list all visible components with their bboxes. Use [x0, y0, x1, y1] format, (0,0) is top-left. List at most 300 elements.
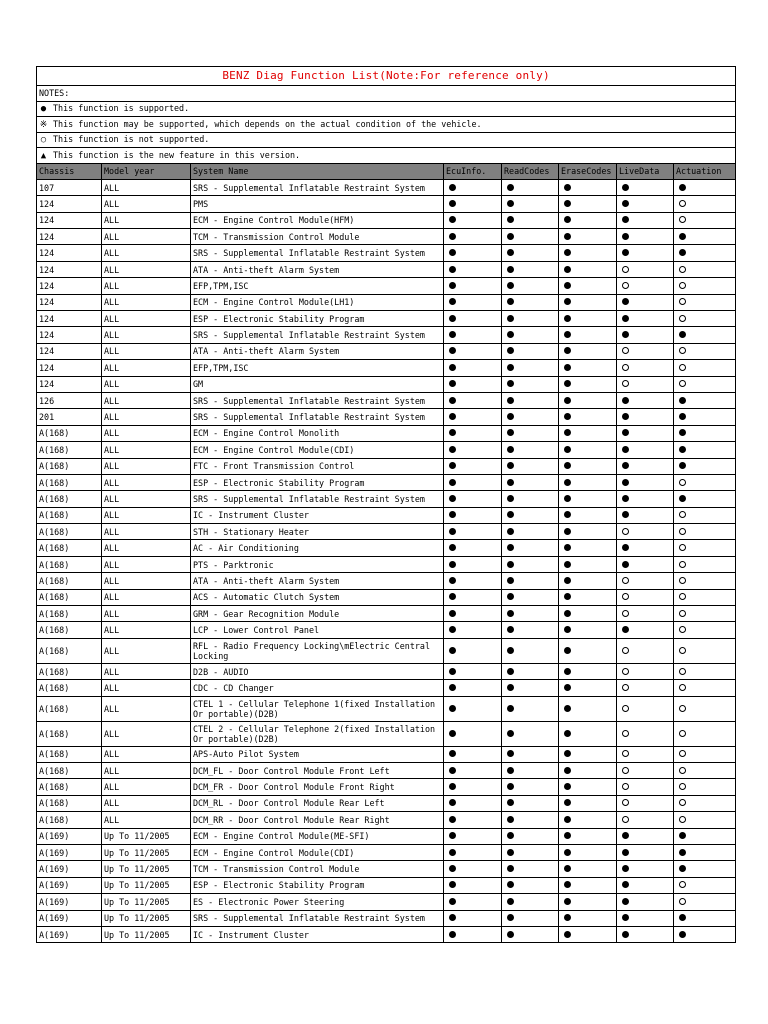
model-year-cell: ALL: [102, 311, 191, 327]
supported-icon: [564, 479, 571, 486]
function-status-cell: [502, 212, 559, 228]
supported-icon: [507, 914, 514, 921]
supported-icon: [449, 881, 456, 888]
table-row: [37, 638, 736, 663]
system-name-cell: ECM - Engine Control Module(CDI): [191, 442, 444, 458]
supported-icon: [622, 511, 629, 518]
unsupported-icon: [679, 705, 686, 712]
function-status-cell: [674, 877, 736, 893]
function-status-cell: [502, 229, 559, 245]
function-status-cell: [674, 278, 736, 294]
function-status-cell: [559, 795, 617, 811]
table-row: [37, 763, 736, 779]
table-row: [37, 926, 736, 942]
supported-icon: [622, 446, 629, 453]
note-row: [37, 86, 736, 102]
supported-icon: [449, 266, 456, 273]
supported-icon: [449, 462, 456, 469]
function-status-cell: [617, 861, 674, 877]
function-status-cell: [617, 663, 674, 679]
function-status-cell: [502, 795, 559, 811]
function-status-cell: [674, 926, 736, 942]
chassis-cell: A(168): [37, 638, 102, 663]
function-list-table: [36, 66, 736, 943]
supported-icon: [564, 750, 571, 757]
note-row: [37, 101, 736, 117]
supported-icon: [449, 429, 456, 436]
table-row: [37, 392, 736, 408]
chassis-cell: A(168): [37, 425, 102, 441]
supported-icon: [622, 865, 629, 872]
supported-icon: [507, 750, 514, 757]
supported-icon: [564, 799, 571, 806]
supported-icon: [507, 462, 514, 469]
function-status-cell: [674, 343, 736, 359]
function-status-cell: [674, 409, 736, 425]
legend-symbol-icon: ○: [40, 135, 47, 146]
function-status-cell: [502, 179, 559, 195]
chassis-cell: 107: [37, 179, 102, 195]
function-status-cell: [617, 212, 674, 228]
model-year-cell: ALL: [102, 196, 191, 212]
supported-icon: [449, 705, 456, 712]
function-status-cell: [674, 261, 736, 277]
function-status-cell: [674, 311, 736, 327]
function-status-cell: [444, 179, 502, 195]
system-name-cell: TCM - Transmission Control Module: [191, 861, 444, 877]
function-status-cell: [502, 442, 559, 458]
chassis-cell: A(168): [37, 540, 102, 556]
function-status-cell: [502, 491, 559, 507]
supported-icon: [679, 413, 686, 420]
supported-icon: [507, 380, 514, 387]
supported-icon: [622, 298, 629, 305]
unsupported-icon: [679, 610, 686, 617]
table-row: [37, 589, 736, 605]
supported-icon: [449, 364, 456, 371]
function-status-cell: [559, 540, 617, 556]
chassis-cell: 124: [37, 212, 102, 228]
unsupported-icon: [622, 593, 629, 600]
function-status-cell: [617, 327, 674, 343]
supported-icon: [449, 331, 456, 338]
function-status-cell: [502, 812, 559, 828]
supported-icon: [622, 881, 629, 888]
function-status-cell: [559, 606, 617, 622]
function-status-cell: [674, 540, 736, 556]
model-year-cell: ALL: [102, 622, 191, 638]
table-row: [37, 779, 736, 795]
supported-icon: [564, 610, 571, 617]
table-row: [37, 795, 736, 811]
function-status-cell: [617, 589, 674, 605]
unsupported-icon: [622, 668, 629, 675]
model-year-cell: ALL: [102, 376, 191, 392]
unsupported-icon: [679, 315, 686, 322]
function-status-cell: [444, 294, 502, 310]
supported-icon: [622, 249, 629, 256]
function-status-cell: [617, 245, 674, 261]
note-cell: [37, 101, 736, 117]
supported-icon: [564, 684, 571, 691]
unsupported-icon: [679, 298, 686, 305]
chassis-cell: A(168): [37, 663, 102, 679]
function-status-cell: [674, 894, 736, 910]
system-name-cell: EFP,TPM,ISC: [191, 360, 444, 376]
supported-icon: [679, 495, 686, 502]
function-status-cell: [559, 261, 617, 277]
function-status-cell: [444, 638, 502, 663]
system-name-cell: FTC - Front Transmission Control: [191, 458, 444, 474]
table-row: [37, 540, 736, 556]
unsupported-icon: [679, 577, 686, 584]
function-status-cell: [559, 828, 617, 844]
title-row: [37, 67, 736, 86]
column-header: Chassis: [37, 163, 102, 179]
model-year-cell: ALL: [102, 212, 191, 228]
supported-icon: [564, 593, 571, 600]
function-status-cell: [559, 589, 617, 605]
system-name-cell: ES - Electronic Power Steering: [191, 894, 444, 910]
supported-icon: [449, 593, 456, 600]
supported-icon: [564, 380, 571, 387]
supported-icon: [622, 216, 629, 223]
supported-icon: [564, 511, 571, 518]
chassis-cell: A(169): [37, 828, 102, 844]
supported-icon: [507, 266, 514, 273]
function-status-cell: [617, 278, 674, 294]
supported-icon: [449, 931, 456, 938]
function-status-cell: [444, 589, 502, 605]
function-status-cell: [617, 491, 674, 507]
chassis-cell: A(168): [37, 696, 102, 721]
function-status-cell: [674, 663, 736, 679]
supported-icon: [449, 577, 456, 584]
function-status-cell: [559, 278, 617, 294]
column-header: EcuInfo.: [444, 163, 502, 179]
supported-icon: [507, 479, 514, 486]
table-row: [37, 746, 736, 762]
table-row: [37, 179, 736, 195]
function-status-cell: [617, 409, 674, 425]
unsupported-icon: [679, 626, 686, 633]
supported-icon: [679, 832, 686, 839]
supported-icon: [449, 610, 456, 617]
function-status-cell: [502, 376, 559, 392]
function-status-cell: [617, 844, 674, 860]
chassis-cell: A(168): [37, 573, 102, 589]
function-status-cell: [617, 343, 674, 359]
function-status-cell: [674, 524, 736, 540]
function-status-cell: [559, 926, 617, 942]
function-status-cell: [559, 409, 617, 425]
supported-icon: [679, 462, 686, 469]
chassis-cell: A(169): [37, 877, 102, 893]
function-status-cell: [559, 212, 617, 228]
table-row: [37, 606, 736, 622]
function-status-cell: [444, 491, 502, 507]
function-status-cell: [674, 828, 736, 844]
supported-icon: [564, 931, 571, 938]
unsupported-icon: [622, 577, 629, 584]
supported-icon: [449, 479, 456, 486]
supported-icon: [507, 832, 514, 839]
unsupported-icon: [622, 266, 629, 273]
supported-icon: [622, 233, 629, 240]
supported-icon: [679, 914, 686, 921]
supported-icon: [564, 462, 571, 469]
function-status-cell: [559, 474, 617, 490]
table-row: [37, 696, 736, 721]
supported-icon: [449, 347, 456, 354]
function-status-cell: [502, 622, 559, 638]
unsupported-icon: [622, 380, 629, 387]
supported-icon: [507, 898, 514, 905]
unsupported-icon: [622, 783, 629, 790]
function-status-cell: [444, 795, 502, 811]
function-status-cell: [444, 844, 502, 860]
chassis-cell: A(168): [37, 474, 102, 490]
supported-icon: [449, 561, 456, 568]
supported-icon: [507, 495, 514, 502]
system-name-cell: APS-Auto Pilot System: [191, 746, 444, 762]
chassis-cell: A(168): [37, 491, 102, 507]
supported-icon: [564, 544, 571, 551]
function-status-cell: [674, 861, 736, 877]
function-status-cell: [502, 894, 559, 910]
function-status-cell: [674, 779, 736, 795]
supported-icon: [564, 881, 571, 888]
supported-icon: [449, 397, 456, 404]
model-year-cell: Up To 11/2005: [102, 861, 191, 877]
unsupported-icon: [679, 479, 686, 486]
supported-icon: [622, 561, 629, 568]
function-status-cell: [502, 540, 559, 556]
supported-icon: [507, 647, 514, 654]
chassis-cell: A(168): [37, 721, 102, 746]
function-status-cell: [559, 179, 617, 195]
function-status-cell: [502, 327, 559, 343]
model-year-cell: Up To 11/2005: [102, 844, 191, 860]
supported-icon: [622, 184, 629, 191]
function-status-cell: [617, 812, 674, 828]
function-status-cell: [559, 877, 617, 893]
supported-icon: [507, 184, 514, 191]
function-status-cell: [444, 343, 502, 359]
note-row: [37, 148, 736, 164]
supported-icon: [449, 668, 456, 675]
table-row: [37, 663, 736, 679]
function-status-cell: [559, 622, 617, 638]
supported-icon: [564, 331, 571, 338]
table-row: [37, 622, 736, 638]
function-status-cell: [444, 196, 502, 212]
table-row: [37, 196, 736, 212]
chassis-cell: 124: [37, 343, 102, 359]
supported-icon: [507, 783, 514, 790]
note-row: [37, 117, 736, 133]
supported-icon: [449, 249, 456, 256]
model-year-cell: ALL: [102, 696, 191, 721]
chassis-cell: A(168): [37, 458, 102, 474]
table-row: [37, 409, 736, 425]
table-row: [37, 491, 736, 507]
supported-icon: [507, 511, 514, 518]
supported-icon: [622, 413, 629, 420]
supported-icon: [507, 298, 514, 305]
function-status-cell: [617, 229, 674, 245]
table-row: [37, 229, 736, 245]
supported-icon: [622, 429, 629, 436]
supported-icon: [449, 767, 456, 774]
system-name-cell: DCM_FL - Door Control Module Front Left: [191, 763, 444, 779]
unsupported-icon: [679, 767, 686, 774]
supported-icon: [564, 184, 571, 191]
function-status-cell: [674, 556, 736, 572]
function-status-cell: [674, 294, 736, 310]
supported-icon: [449, 750, 456, 757]
chassis-cell: 124: [37, 311, 102, 327]
supported-icon: [564, 705, 571, 712]
supported-icon: [449, 184, 456, 191]
function-status-cell: [444, 392, 502, 408]
chassis-cell: A(168): [37, 680, 102, 696]
note-cell: [37, 86, 736, 102]
supported-icon: [564, 914, 571, 921]
function-status-cell: [617, 779, 674, 795]
supported-icon: [564, 783, 571, 790]
function-status-cell: [502, 638, 559, 663]
function-status-cell: [444, 663, 502, 679]
supported-icon: [622, 898, 629, 905]
supported-icon: [449, 233, 456, 240]
function-status-cell: [559, 376, 617, 392]
unsupported-icon: [679, 647, 686, 654]
model-year-cell: Up To 11/2005: [102, 910, 191, 926]
function-status-cell: [502, 507, 559, 523]
function-status-cell: [502, 196, 559, 212]
unsupported-icon: [622, 528, 629, 535]
supported-icon: [507, 730, 514, 737]
function-status-cell: [502, 261, 559, 277]
model-year-cell: ALL: [102, 229, 191, 245]
model-year-cell: ALL: [102, 680, 191, 696]
function-status-cell: [559, 721, 617, 746]
supported-icon: [507, 668, 514, 675]
chassis-cell: A(169): [37, 861, 102, 877]
supported-icon: [507, 446, 514, 453]
table-row: [37, 844, 736, 860]
table-row: [37, 212, 736, 228]
function-status-cell: [444, 573, 502, 589]
function-status-cell: [674, 442, 736, 458]
model-year-cell: ALL: [102, 409, 191, 425]
table-row: [37, 425, 736, 441]
system-name-cell: SRS - Supplemental Inflatable Restraint System: [191, 327, 444, 343]
model-year-cell: ALL: [102, 360, 191, 376]
model-year-cell: ALL: [102, 606, 191, 622]
system-name-cell: AC - Air Conditioning: [191, 540, 444, 556]
supported-icon: [507, 610, 514, 617]
supported-icon: [449, 783, 456, 790]
supported-icon: [679, 931, 686, 938]
supported-icon: [622, 849, 629, 856]
table-row: [37, 327, 736, 343]
legend-symbol-icon: ●: [40, 104, 47, 115]
model-year-cell: ALL: [102, 663, 191, 679]
note-cell: [37, 117, 736, 133]
function-status-cell: [674, 245, 736, 261]
function-status-cell: [502, 926, 559, 942]
function-status-cell: [674, 392, 736, 408]
supported-icon: [622, 315, 629, 322]
unsupported-icon: [622, 282, 629, 289]
function-status-cell: [444, 442, 502, 458]
supported-icon: [622, 832, 629, 839]
function-status-cell: [444, 425, 502, 441]
function-status-cell: [444, 910, 502, 926]
supported-icon: [564, 767, 571, 774]
unsupported-icon: [679, 380, 686, 387]
supported-icon: [449, 730, 456, 737]
function-status-cell: [674, 573, 736, 589]
chassis-cell: A(169): [37, 894, 102, 910]
unsupported-icon: [622, 705, 629, 712]
supported-icon: [564, 446, 571, 453]
supported-icon: [507, 528, 514, 535]
supported-icon: [564, 282, 571, 289]
supported-icon: [679, 429, 686, 436]
system-name-cell: ESP - Electronic Stability Program: [191, 877, 444, 893]
system-name-cell: ATA - Anti-theft Alarm System: [191, 573, 444, 589]
function-status-cell: [617, 556, 674, 572]
chassis-cell: 201: [37, 409, 102, 425]
function-status-cell: [559, 894, 617, 910]
system-name-cell: STH - Stationary Heater: [191, 524, 444, 540]
unsupported-icon: [622, 610, 629, 617]
supported-icon: [507, 429, 514, 436]
unsupported-icon: [622, 730, 629, 737]
supported-icon: [449, 511, 456, 518]
model-year-cell: ALL: [102, 343, 191, 359]
function-status-cell: [674, 638, 736, 663]
function-status-cell: [502, 606, 559, 622]
function-status-cell: [502, 779, 559, 795]
function-status-cell: [559, 327, 617, 343]
model-year-cell: ALL: [102, 779, 191, 795]
function-status-cell: [674, 844, 736, 860]
function-status-cell: [502, 294, 559, 310]
supported-icon: [679, 249, 686, 256]
supported-icon: [622, 495, 629, 502]
function-status-cell: [502, 663, 559, 679]
function-status-cell: [559, 638, 617, 663]
unsupported-icon: [679, 816, 686, 823]
supported-icon: [507, 282, 514, 289]
function-status-cell: [617, 507, 674, 523]
function-status-cell: [617, 474, 674, 490]
unsupported-icon: [622, 767, 629, 774]
supported-icon: [449, 865, 456, 872]
table-row: [37, 573, 736, 589]
header-row: [37, 163, 736, 179]
function-status-cell: [502, 861, 559, 877]
function-status-cell: [674, 507, 736, 523]
table-row: [37, 877, 736, 893]
function-status-cell: [617, 910, 674, 926]
supported-icon: [622, 200, 629, 207]
supported-icon: [449, 799, 456, 806]
